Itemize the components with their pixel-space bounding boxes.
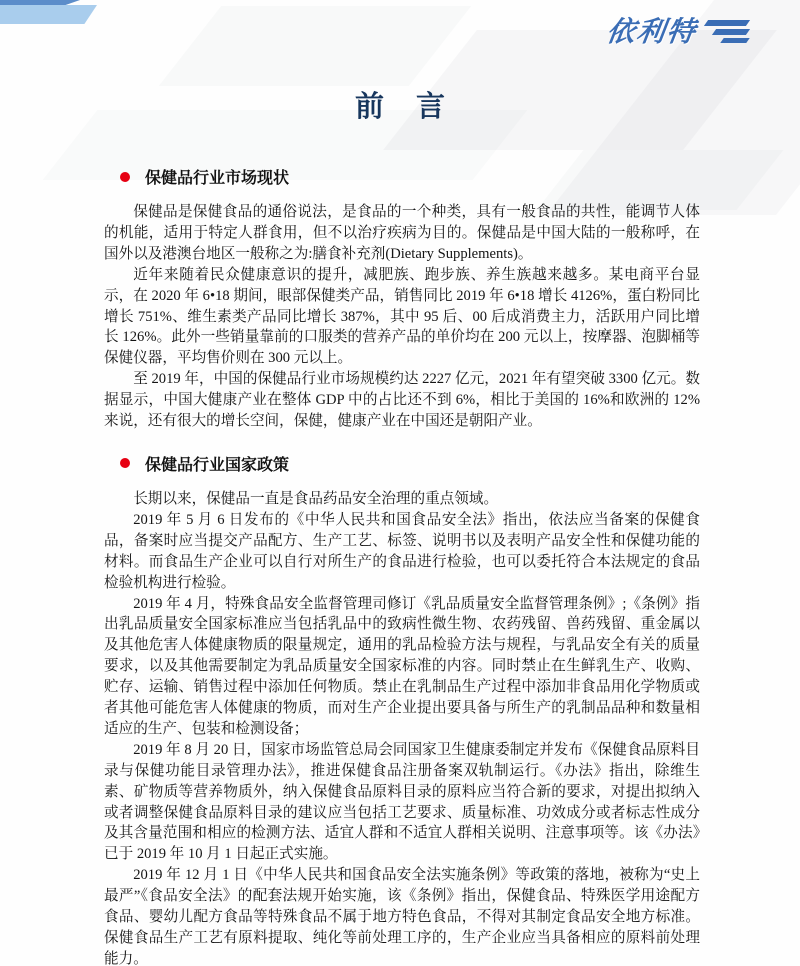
section-heading-label: 保健品行业国家政策 [145,456,290,474]
section-heading [120,452,700,475]
red-bullet-icon [120,172,130,182]
section-national-policy [104,452,700,966]
paragraph: 长期以来，保健品一直是食品药品安全治理的重点领域。 [133,490,499,507]
paragraph: 保健品是保健食品的通俗说法，是食品的一个种类，具有一般食品的共性，能调节人体的机能，适用于特定人群食用，但不以治疗疾病为目的。保健品是中国大陆的一般称呼，在国外以及港澳台地区一般称之为:膳食补充剂(Dietary Supplements)。 [104,204,700,262]
content-area [0,165,800,966]
red-bullet-icon [120,458,130,468]
paragraph: 至 2019 年，中国的保健品行业市场规模约达 2227 亿元，2021 年有望突破 3300 亿元。数据显示，中国大健康产业在整体 GDP 中的占比还不到 6%，相比于美国的 16%和欧洲的 12%来说，还有很大的增长空间，保健，健康产业在中国还是朝阳产业。 [104,371,700,430]
section-market-status [104,165,700,432]
section-heading [120,165,700,188]
page-title: 前 言 [354,91,458,123]
paragraph: 近年来随着民众健康意识的提升，减肥族、跑步族、养生族越来越多。某电商平台显示，在 2020 年 6•18 期间，眼部保健类产品，销售同比 2019 年 6•18 增长 4126%，蛋白粉同比增长 751%、维生素类产品同比增长 387%，其中 95 后、00 后成消费主力，活跃用户同比增长 126%。此外一些销量靠前的口服类的营养产品的单价均在 200 元以上，按摩器、泡脚桶等保健仪器，平均售价则在 300 元以上。 [104,266,700,367]
paragraph: 2019 年 8 月 20 日，国家市场监管总局会同国家卫生健康委制定并发布《保健食品原料目录与保健功能目录管理办法》，推进保健食品注册备案双轨制运行。《办法》指出，除维生素、矿物质等营养物质外，纳入保健食品原料目录的原料应当符合新的要求，对提出拟纳入或者调整保健食品原料目录的建议应当包括工艺要求、质量标准、功效成分或者标志性成分及其含量范围和相应的检测方法、适宜人群和不适宜人群相关说明、注意事项等。该《办法》已于 2019 年 10 月 1 日起正式实施。 [104,741,700,863]
paragraph: 2019 年 5 月 6 日发布的《中华人民共和国食品安全法》指出，依法应当备案的保健食品，备案时应当提交产品配方、生产工艺、标签、说明书以及表明产品安全性和保健功能的材料。而食品生产企业可以自行对所生产的食品进行检验，也可以委托符合本法规定的食品检验机构进行检验。 [104,511,700,591]
paragraph: 2019 年 4 月，特殊食品安全监督管理司修订《乳品质量安全监督管理条例》;《条例》指出乳品质量安全国家标准应当包括乳品中的致病性微生物、农药残留、兽药残留、重金属以及其他危害人体健康物质的限量规定，通用的乳品检验方法与规程，与乳品安全有关的质量要求，以及其他需要制定为乳品质量安全国家标准的内容。同时禁止在生鲜乳生产、收购、贮存、运输、销售过程中添加任何物质。禁止在乳制品生产过程中添加非食品用化学物质或者其他可能危害人体健康的物质，而对生产企业提出要具备与所生产的乳制品品种和数量相适应的生产、包装和检测设备； [104,595,700,737]
company-logo-text: 依利特 [604,16,699,47]
section-heading-label: 保健品行业市场现状 [145,170,290,187]
paragraph: 2019 年 12 月 1 日《中华人民共和国食品安全法实施条例》等政策的落地，被称为“史上最严”《食品安全法》的配套法规开始实施，该《条例》指出，保健食品、特殊医学用途配方食品、婴幼儿配方食品等特殊食品不属于地方特色食品，不得对其制定食品安全地方标准。保健食品生产工艺有原料提取、纯化等前处理工序的，生产企业应当具备相应的原料前处理能力。 [104,867,700,966]
